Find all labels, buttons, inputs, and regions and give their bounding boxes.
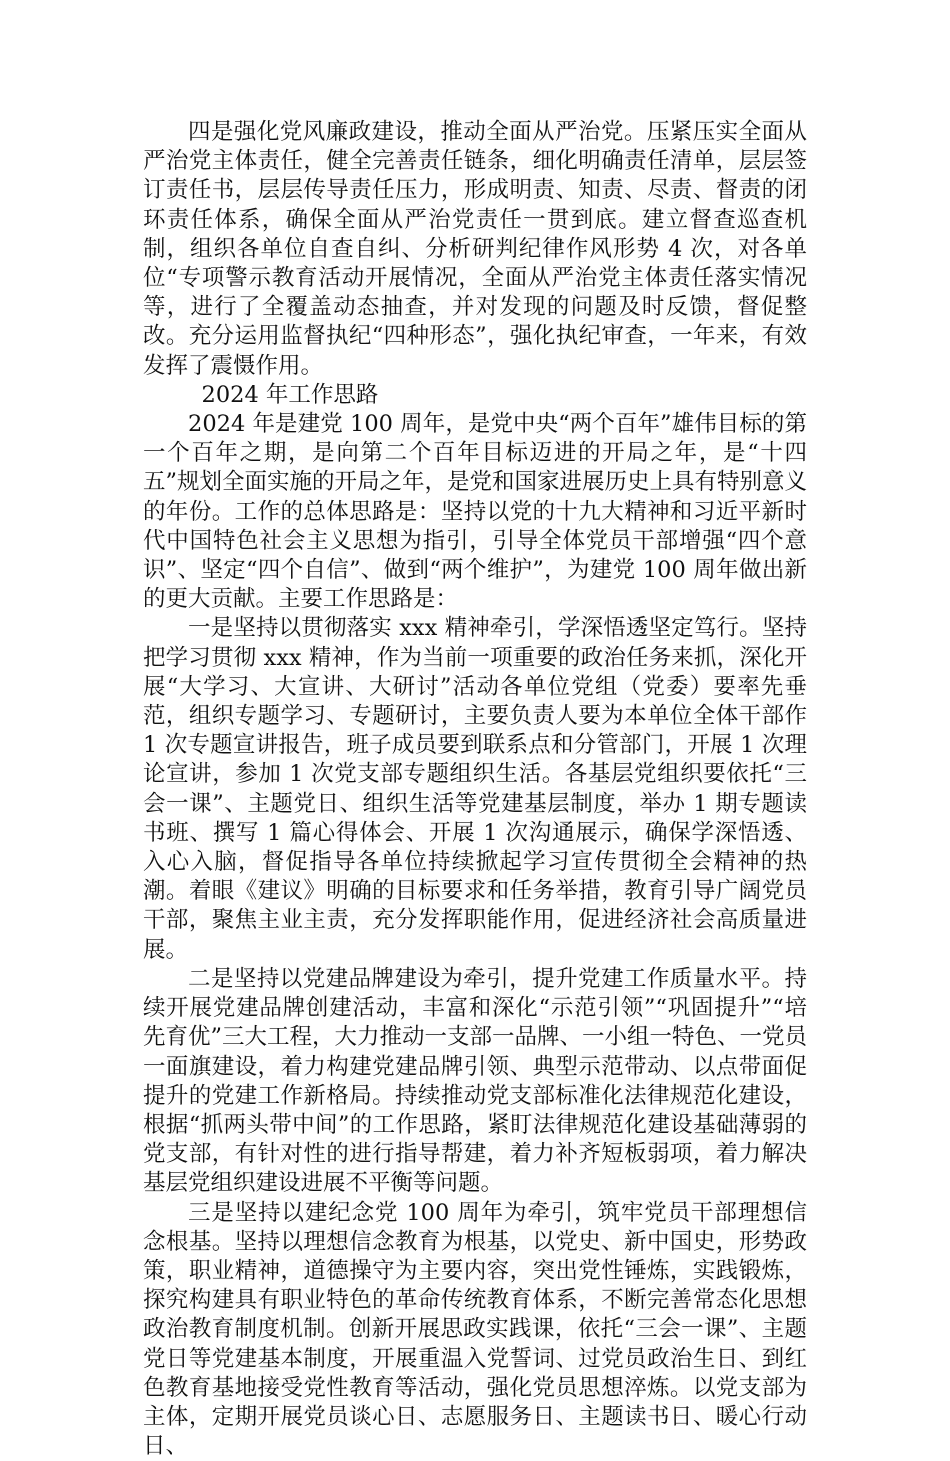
paragraph-overall-idea: 2024 年是建党 100 周年，是党中央“两个百年”雄伟目标的第一个百年之期，是向第二个百年目标迈进的开局之年，是“十四五”规划全面实施的开局之年，是党和国家进展历史上具有特别意义的年份。工作的总体思路是：坚持以党的十九大精神和习近平新时代中国特色社会主义思想为指引，引导全体党员干部增强“四个意识”、坚定“四个自信”、做到“两个维护”，为建党 100 周年做出新的更大贡献。主要工作思路是： (143, 411, 808, 613)
paragraph-point-three: 三是坚持以建纪念党 100 周年为牵引，筑牢党员干部理想信念根基。坚持以理想信念教育为根基，以党史、新中国史，形势政策，职业精神，道德操守为主要内容，突出党性锤炼，实践锻炼，探究构建具有职业特色的革命传统教育体系，不断完善常态化思想政治教育制度机制。创新开展思政实践课，依托“三会一课”、主题党日等党建基本制度，开展重温入党誓词、过党员政治生日、到红色教育基地接受党性教育等活动，强化党员思想淬炼。以党支部为主体，定期开展党员谈心日、志愿服务日、主题读书日、暖心行动日、 (143, 1199, 807, 1460)
section-heading-2024-plan: 2024 年工作思路 (201, 381, 379, 408)
paragraph-point-two: 二是坚持以党建品牌建设为牵引，提升党建工作质量水平。持续开展党建品牌创建活动，丰富和深化“示范引领”“巩固提升”“培先育优”三大工程，大力推动一支部一品牌、一小组一特色、一党员一面旗建设，着力构建党建品牌引领、典型示范带动、以点带面促提升的党建工作新格局。持续推动党支部标准化法律规范化建设，根据“抓两头带中间”的工作思路，紧盯法律规范化建设基础薄弱的党支部，有针对性的进行指导帮建，着力补齐短板弱项，着力解决基层党组织建设进展不平衡等问题。 (143, 965, 808, 1197)
paragraph-party-conduct: 四是强化党风廉政建设，推动全面从严治党。压紧压实全面从严治党主体责任，健全完善责任链条，细化明确责任清单，层层签订责任书，层层传导责任压力，形成明责、知责、尽责、督责的闭环责任体系，确保全面从严治党责任一贯到底。建立督查巡查机制，组织各单位自查自纠、分析研判纪律作风形势 4 次，对各单位“专项警示教育活动开展情况，全面从严治党主体责任落实情况等，进行了全覆盖动态抽查，并对发现的问题及时反馈，督促整改。充分运用监督执纪“四种形态”，强化执纪审查，一年来，有效发挥了震慑作用。 (143, 119, 807, 379)
paragraph-point-one: 一是坚持以贯彻落实 xxx 精神牵引，学深悟透坚定笃行。坚持把学习贯彻 xxx 精神，作为当前一项重要的政治任务来抓，深化开展“大学习、大宣讲、大研讨”活动各单位党组（党委）要率先垂范，组织专题学习、专题研讨，主要负责人要为本单位全体干部作 1 次专题宣讲报告，班子成员要到联系点和分管部门，开展 1 次理论宣讲，参加 1 次党支部专题组织生活。各基层党组织要依托“三会一课”、主题党日、组织生活等党建基层制度，举办 1 期专题读书班、撰写 1 篇心得体会、开展 1 次沟通展示，确保学深悟透、入心入脑，督促指导各单位持续掀起学习宣传贯彻全会精神的热潮。着眼《建议》明确的目标要求和任务举措，教育引导广阔党员干部，聚焦主业主责，充分发挥职能作用，促进经济社会高质量进展。 (143, 615, 807, 963)
document-page (143, 118, 807, 1461)
